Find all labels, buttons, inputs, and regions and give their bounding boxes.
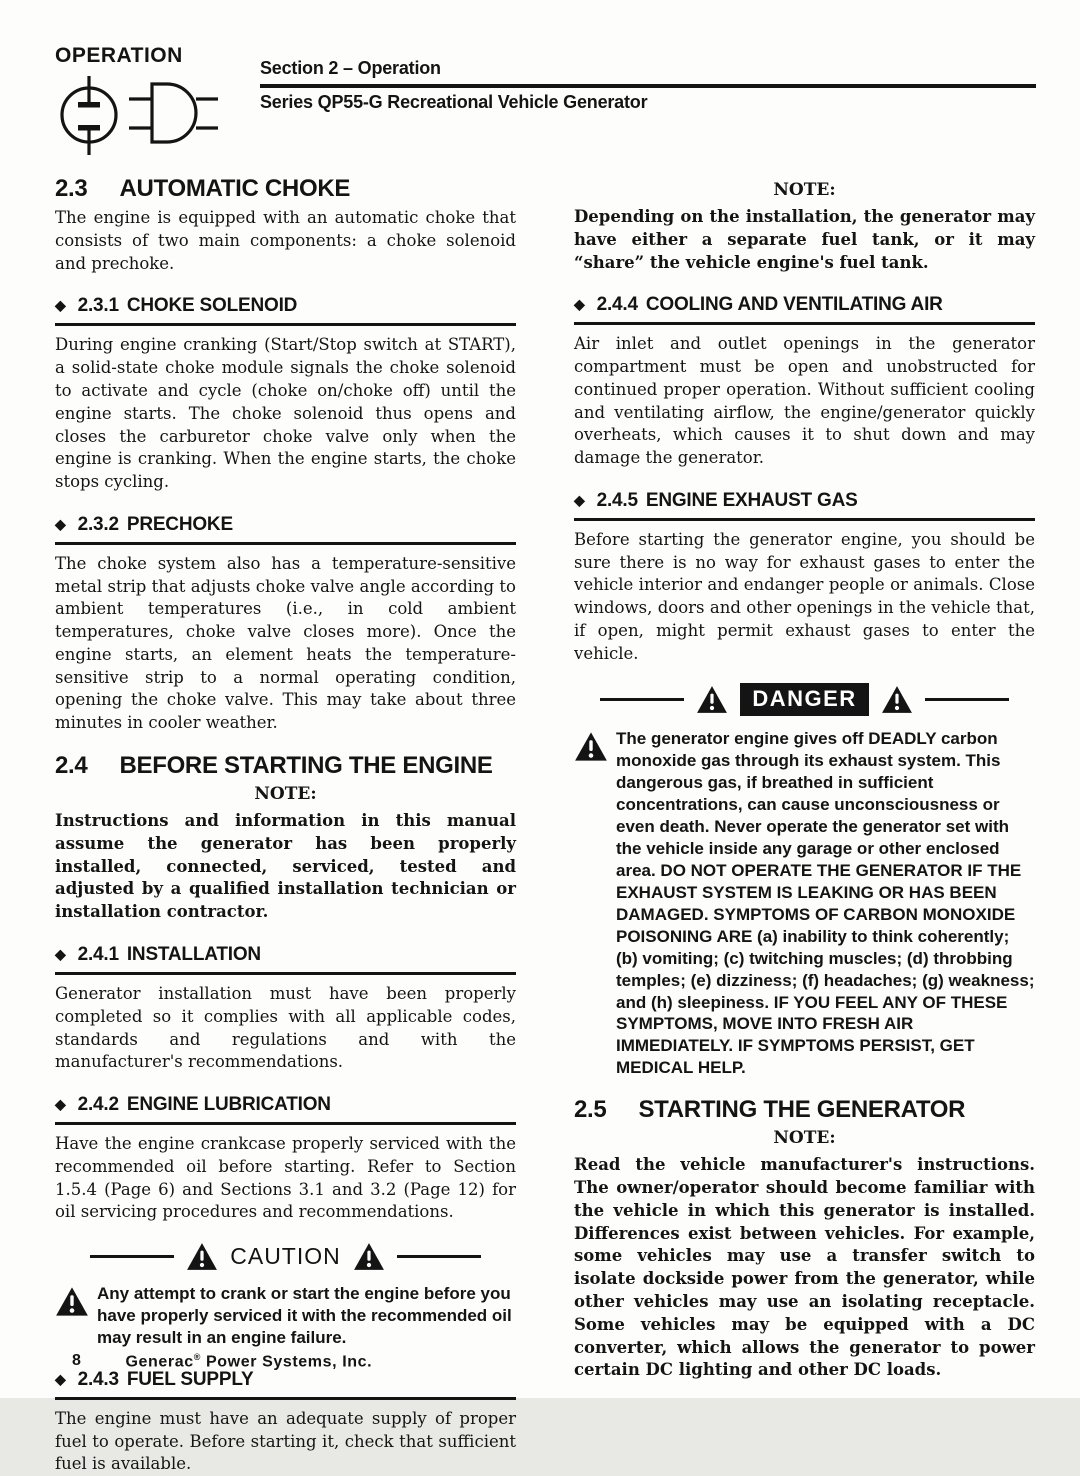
two-column-body [0, 156, 1080, 1476]
warning-triangle-icon [881, 685, 913, 714]
subsection-heading-2-4-3 [55, 1369, 516, 1400]
diamond-icon: ◆ [55, 945, 66, 962]
diamond-icon: ◆ [55, 1370, 66, 1387]
subsection-number: 2.4.5 [596, 489, 638, 511]
warning-triangle-icon [186, 1242, 218, 1271]
warning-triangle-icon [55, 1286, 89, 1317]
paragraph-2-4-5: Before starting the generator engine, you should be sure there is no way for exhaust gases to enter the vehicle interior and endanger people or animals. Close windows, doors and other openings in the vehicle that, if open, might permit exhaust gases to enter the vehicle. [574, 529, 1035, 663]
subsection-number: 2.4.2 [77, 1094, 119, 1116]
caution-banner [55, 1242, 516, 1271]
caution-label: CAUTION [230, 1243, 341, 1270]
subsection-title-text: ENGINE EXHAUST GAS [645, 489, 858, 511]
danger-text: The generator engine gives off DEADLY carbon monoxide gas through its exhaust system. This dangerous gas, if breathed in sufficient concentrations, can cause unconsciousness or even death. Never operate the generator set with the vehicle inside any garage or other enclosed area. DO NOT OPERATE THE GENERATOR IF THE EXHAUST SYSTEM IS LEAKING OR HAS BEEN DAMAGED. SYMPTOMS OF CARBON MONOXIDE POISONING ARE (a) inability to think coherently; (b) vomiting; (c) twitching muscles; (d) throbbing temples; (e) dizziness; (f) headaches; (g) weakness; and (h) sleepiness. IF YOU FEEL ANY OF THESE SYMPTOMS, MOVE INTO FRESH AIR IMMEDIATELY. IF SYMPTOMS PERSIST, GET MEDICAL HELP. [616, 729, 1035, 1078]
section-title-text: AUTOMATIC CHOKE [119, 175, 351, 202]
subsection-number: 2.3.1 [77, 295, 119, 317]
note-label: NOTE: [254, 784, 317, 805]
publisher-rest: Power Systems, Inc. [200, 1353, 373, 1371]
publisher-name: Generac [125, 1353, 194, 1371]
operation-brand-block [55, 44, 260, 156]
paragraph-2-4-2: Have the engine crankcase properly serviced with the recommended oil before starting. Refer to Section 1.5.4 (Page 6) and Sections 3.1 and 3.2 (Page 12) for oil servicing procedures and recommendations. [55, 1134, 516, 1222]
subsection-heading-2-4-1 [55, 944, 516, 975]
note-label: NOTE: [773, 180, 836, 200]
subsection-title-text: PRECHOKE [126, 513, 233, 535]
paragraph-2-4-1: Generator installation must have been properly completed so it complies with all applicable codes, standards and regulations and with the manufacturer's recommendations. [55, 983, 516, 1072]
paragraph-2-3-2: The choke system also has a temperature-sensitive metal strip that adjusts choke valve angle according to ambient temperatures (i.e., in cold ambient temperatures, choke valve closes more). Once the engine starts, an element heats the temperature-sensitive strip to a normal operating condition, opening the choke valve. This may take about three minutes in cooler weather. [55, 553, 516, 733]
caution-text: Any attempt to crank or start the engine before you have properly serviced it with the recommended oil may result in an engine failure. [97, 1284, 512, 1347]
warning-triangle-icon [696, 685, 728, 714]
danger-body [574, 728, 1035, 1079]
subsection-heading-2-4-2 [55, 1094, 516, 1125]
diamond-icon: ◆ [55, 1096, 66, 1113]
section-heading-2-3 [55, 176, 516, 201]
danger-banner [574, 683, 1035, 716]
diamond-icon: ◆ [55, 297, 66, 314]
paragraph-2-4-3: The engine must have an adequate supply of proper fuel to operate. Before starting it, check that sufficient fuel is available. [55, 1408, 516, 1474]
subsection-number: 2.4.1 [77, 943, 119, 965]
header-titles [260, 44, 1036, 113]
operation-label: OPERATION [55, 44, 183, 67]
note-paragraph-2-4: Instructions and information in this manual assume the generator has been properly installed, connected, serviced, tested and adjusted by a qualified installation technician or installation contractor. [55, 811, 516, 922]
subsection-heading-2-3-2 [55, 514, 516, 545]
note-paragraph-fuel-tank: Depending on the installation, the generator may have either a separate fuel tank, or it may “share” the vehicle engine's fuel tank. [574, 207, 1035, 272]
receptacle-icon [55, 70, 127, 156]
header-rule [260, 84, 1036, 88]
diamond-icon: ◆ [574, 296, 585, 313]
paragraph-2-3-1: During engine cranking (Start/Stop switch at START), a solid-state choke module signals the choke solenoid to activate and cycle (choke on/choke off) until the engine starts. The choke solenoid thus opens and closes the carburetor choke valve only when the engine is cranking. When the engine starts, the choke stops cycling. [55, 335, 516, 492]
note-paragraph-2-5: Read the vehicle manufacturer's instructions. The owner/operator should become familiar with the vehicle in which this generator is installed. Differences exist between vehicles. For example, some vehicles may use a transfer switch to isolate dockside power from the generator, while other vehicles may use an isolating receptacle. Some vehicles may be equipped with a DC converter, which allows the generator to power certain DC lighting and other DC loads. [574, 1155, 1035, 1380]
subsection-number: 2.3.2 [77, 513, 119, 535]
danger-label: DANGER [740, 683, 868, 716]
note-label: NOTE: [773, 1128, 836, 1149]
diamond-icon: ◆ [574, 491, 585, 508]
operation-icons [55, 70, 260, 156]
subsection-title-text: FUEL SUPPLY [126, 1368, 254, 1390]
rule-segment [397, 1255, 481, 1258]
plug-icon [127, 70, 221, 156]
section-title-text: BEFORE STARTING THE ENGINE [119, 751, 493, 779]
subsection-heading-2-4-4 [574, 294, 1035, 325]
subsection-number: 2.4.4 [596, 294, 638, 316]
subsection-heading-2-4-5 [574, 490, 1035, 521]
series-title: Series QP55-G Recreational Vehicle Generator [260, 92, 648, 112]
publisher [126, 1352, 373, 1371]
subsection-number: 2.4.3 [77, 1368, 119, 1390]
page-number: 8 [72, 1352, 82, 1369]
section-number: 2.3 [55, 175, 88, 202]
left-column [55, 174, 516, 1476]
paragraph-2-3: The engine is equipped with an automatic choke that consists of two main components: a choke solenoid and prechoke. [55, 208, 516, 273]
registered-mark: ® [193, 1352, 201, 1362]
subsection-title-text: INSTALLATION [126, 943, 261, 965]
section-heading-2-4 [55, 753, 516, 778]
section-number: 2.5 [574, 1096, 607, 1124]
paragraph-2-4-4: Air inlet and outlet openings in the generator compartment must be open and unobstructed for continued proper operation. Without sufficient cooling and ventilating airflow, the engine/generator quickly overheats, which causes it to shut down and may damage the generator. [574, 334, 1035, 468]
page-header [0, 0, 1080, 156]
rule-segment [925, 698, 1009, 701]
rule-segment [600, 698, 684, 701]
subsection-title-text: COOLING AND VENTILATING AIR [645, 294, 943, 316]
subsection-title-text: ENGINE LUBRICATION [126, 1094, 331, 1116]
section-number: 2.4 [55, 751, 88, 779]
right-column [574, 174, 1035, 1476]
subsection-title-text: CHOKE SOLENOID [126, 295, 298, 317]
section-title-text: STARTING THE GENERATOR [638, 1096, 966, 1124]
warning-triangle-icon [574, 731, 608, 762]
page-footer [72, 1352, 372, 1371]
rule-segment [90, 1255, 174, 1258]
caution-body [55, 1283, 516, 1349]
warning-triangle-icon [353, 1242, 385, 1271]
diamond-icon: ◆ [55, 515, 66, 532]
section-heading-2-5 [574, 1097, 1035, 1122]
section-title: Section 2 – Operation [260, 58, 441, 78]
subsection-heading-2-3-1 [55, 295, 516, 326]
